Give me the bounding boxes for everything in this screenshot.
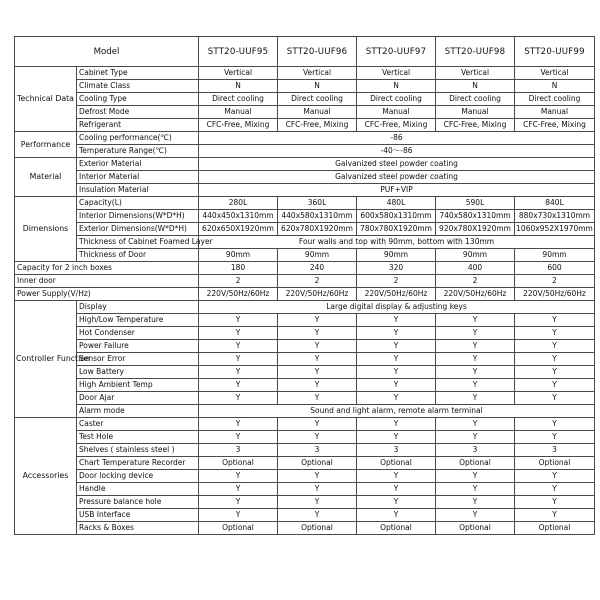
cell: 780x780X1920mm bbox=[357, 223, 436, 236]
cell: Y bbox=[515, 392, 595, 405]
row-label: High Ambient Temp bbox=[77, 379, 199, 392]
cell: 90mm bbox=[199, 249, 278, 262]
cell: Y bbox=[515, 379, 595, 392]
cell: Optional bbox=[199, 457, 278, 470]
cell: Y bbox=[199, 496, 278, 509]
cell: Optional bbox=[199, 522, 278, 535]
category-material: Material bbox=[15, 158, 77, 197]
row-label: Low Battery bbox=[77, 366, 199, 379]
cell: Vertical bbox=[199, 67, 278, 80]
cell: Optional bbox=[278, 457, 357, 470]
category-controller-function: Controller Function bbox=[15, 301, 77, 418]
cell: Y bbox=[278, 483, 357, 496]
table-row bbox=[15, 340, 595, 353]
cell: 90mm bbox=[436, 249, 515, 262]
cell: Y bbox=[357, 340, 436, 353]
row-label: Inner door bbox=[15, 275, 199, 288]
cell: Vertical bbox=[436, 67, 515, 80]
table-row bbox=[15, 418, 595, 431]
cell: Y bbox=[357, 366, 436, 379]
cell: Y bbox=[436, 314, 515, 327]
cell: Y bbox=[357, 496, 436, 509]
cell: Y bbox=[515, 431, 595, 444]
cell: 920x780X1920mm bbox=[436, 223, 515, 236]
cell: 840L bbox=[515, 197, 595, 210]
cell: 320 bbox=[357, 262, 436, 275]
cell: Y bbox=[436, 353, 515, 366]
row-label: Handle bbox=[77, 483, 199, 496]
table-row bbox=[15, 288, 595, 301]
cell: Y bbox=[278, 327, 357, 340]
model-label: Model bbox=[15, 37, 199, 67]
cell: Y bbox=[357, 353, 436, 366]
row-label: Pressure balance hole bbox=[77, 496, 199, 509]
row-label: Refrigerant bbox=[77, 119, 199, 132]
cell: CFC-Free, Mixing bbox=[199, 119, 278, 132]
cell: Optional bbox=[278, 522, 357, 535]
table-row bbox=[15, 145, 595, 158]
row-label: Caster bbox=[77, 418, 199, 431]
cell: 2 bbox=[357, 275, 436, 288]
table-row bbox=[15, 301, 595, 314]
cell: Y bbox=[436, 340, 515, 353]
row-label: Climate Class bbox=[77, 80, 199, 93]
table-row bbox=[15, 249, 595, 262]
cell: 1060x952X1970mm bbox=[515, 223, 595, 236]
cell: Y bbox=[357, 314, 436, 327]
model-name: STT20-UUF98 bbox=[436, 37, 515, 67]
category-accessories: Accessories bbox=[15, 418, 77, 535]
cell: Y bbox=[515, 366, 595, 379]
table-row bbox=[15, 470, 595, 483]
cell: CFC-Free, Mixing bbox=[278, 119, 357, 132]
cell: Y bbox=[278, 366, 357, 379]
row-label: Defrost Mode bbox=[77, 106, 199, 119]
table-row bbox=[15, 184, 595, 197]
cell: Vertical bbox=[515, 67, 595, 80]
cell: Y bbox=[515, 314, 595, 327]
cell: Optional bbox=[515, 522, 595, 535]
cell: Y bbox=[357, 431, 436, 444]
cell: 480L bbox=[357, 197, 436, 210]
cell: Y bbox=[199, 366, 278, 379]
table-row bbox=[15, 483, 595, 496]
cell: 590L bbox=[436, 197, 515, 210]
table-row bbox=[15, 132, 595, 145]
row-label: Capacity(L) bbox=[77, 197, 199, 210]
spec-table bbox=[14, 36, 595, 535]
row-label: Exterior Dimensions(W*D*H) bbox=[77, 223, 199, 236]
cell: Manual bbox=[278, 106, 357, 119]
cell: Y bbox=[436, 496, 515, 509]
cell: Y bbox=[278, 392, 357, 405]
cell: 220V/50Hz/60Hz bbox=[278, 288, 357, 301]
row-label: Temperature Range(℃) bbox=[77, 145, 199, 158]
table-row bbox=[15, 262, 595, 275]
cell: 90mm bbox=[357, 249, 436, 262]
row-label: Thickness of Door bbox=[77, 249, 199, 262]
cell: 360L bbox=[278, 197, 357, 210]
table-row bbox=[15, 67, 595, 80]
cell: Y bbox=[199, 340, 278, 353]
cell: CFC-Free, Mixing bbox=[357, 119, 436, 132]
cell: Direct cooling bbox=[357, 93, 436, 106]
cell: 600x580x1310mm bbox=[357, 210, 436, 223]
row-label: Interior Material bbox=[77, 171, 199, 184]
table-row bbox=[15, 509, 595, 522]
table-row bbox=[15, 379, 595, 392]
model-name: STT20-UUF97 bbox=[357, 37, 436, 67]
cell: Y bbox=[357, 392, 436, 405]
cell: 600 bbox=[515, 262, 595, 275]
cell: Y bbox=[357, 470, 436, 483]
row-label: Door Ajar bbox=[77, 392, 199, 405]
cell: Optional bbox=[436, 522, 515, 535]
cell: Y bbox=[199, 314, 278, 327]
cell: CFC-Free, Mixing bbox=[436, 119, 515, 132]
cell: 440x450x1310mm bbox=[199, 210, 278, 223]
cell: CFC-Free, Mixing bbox=[515, 119, 595, 132]
merged-cell: Sound and light alarm, remote alarm terminal bbox=[199, 405, 595, 418]
cell: Y bbox=[278, 379, 357, 392]
cell: Y bbox=[515, 353, 595, 366]
model-name: STT20-UUF99 bbox=[515, 37, 595, 67]
table-row bbox=[15, 314, 595, 327]
cell: 740x580x1310mm bbox=[436, 210, 515, 223]
table-row bbox=[15, 392, 595, 405]
cell: 90mm bbox=[515, 249, 595, 262]
row-label: Sensor Error bbox=[77, 353, 199, 366]
row-label: Cooling Type bbox=[77, 93, 199, 106]
category-technical-data: Technical Data bbox=[15, 67, 77, 132]
cell: Y bbox=[515, 340, 595, 353]
cell: 220V/50Hz/60Hz bbox=[515, 288, 595, 301]
cell: Y bbox=[199, 483, 278, 496]
cell: Optional bbox=[357, 457, 436, 470]
row-label: Hot Condenser bbox=[77, 327, 199, 340]
table-row bbox=[15, 444, 595, 457]
cell: Y bbox=[436, 509, 515, 522]
merged-cell: Galvanized steel powder coating bbox=[199, 171, 595, 184]
row-label: Interior Dimensions(W*D*H) bbox=[77, 210, 199, 223]
cell: Y bbox=[436, 431, 515, 444]
cell: 2 bbox=[199, 275, 278, 288]
cell: Y bbox=[199, 470, 278, 483]
cell: Y bbox=[278, 418, 357, 431]
cell: Y bbox=[199, 327, 278, 340]
cell: Y bbox=[278, 353, 357, 366]
cell: Y bbox=[199, 353, 278, 366]
cell: Y bbox=[436, 366, 515, 379]
cell: Direct cooling bbox=[436, 93, 515, 106]
cell: Y bbox=[199, 509, 278, 522]
category-performance: Performance bbox=[15, 132, 77, 158]
cell: N bbox=[357, 80, 436, 93]
cell: Y bbox=[515, 418, 595, 431]
cell: Y bbox=[436, 418, 515, 431]
cell: Y bbox=[357, 483, 436, 496]
table-row bbox=[15, 236, 595, 249]
cell: Y bbox=[515, 327, 595, 340]
cell: Y bbox=[278, 314, 357, 327]
model-name: STT20-UUF95 bbox=[199, 37, 278, 67]
row-label: Capacity for 2 inch boxes bbox=[15, 262, 199, 275]
row-label: Power Failure bbox=[77, 340, 199, 353]
row-label: Door locking device bbox=[77, 470, 199, 483]
cell: N bbox=[199, 80, 278, 93]
table-row bbox=[15, 496, 595, 509]
cell: 620x650X1920mm bbox=[199, 223, 278, 236]
cell: 3 bbox=[515, 444, 595, 457]
table-row bbox=[15, 210, 595, 223]
table-row bbox=[15, 405, 595, 418]
table-row bbox=[15, 353, 595, 366]
row-label: Chart Temperature Recorder bbox=[77, 457, 199, 470]
cell: Y bbox=[357, 379, 436, 392]
cell: Y bbox=[278, 509, 357, 522]
row-label: Alarm mode bbox=[77, 405, 199, 418]
cell: 240 bbox=[278, 262, 357, 275]
cell: Y bbox=[515, 509, 595, 522]
cell: 400 bbox=[436, 262, 515, 275]
row-label: Exterior Material bbox=[77, 158, 199, 171]
table-row bbox=[15, 275, 595, 288]
cell: 2 bbox=[278, 275, 357, 288]
cell: Y bbox=[515, 483, 595, 496]
cell: Y bbox=[436, 379, 515, 392]
table-row bbox=[15, 223, 595, 236]
cell: 3 bbox=[278, 444, 357, 457]
row-label: Test Hole bbox=[77, 431, 199, 444]
cell: Y bbox=[199, 431, 278, 444]
row-label: Racks & Boxes bbox=[77, 522, 199, 535]
cell: Optional bbox=[515, 457, 595, 470]
cell: 2 bbox=[515, 275, 595, 288]
cell: Y bbox=[199, 392, 278, 405]
cell: Y bbox=[515, 470, 595, 483]
cell: Direct cooling bbox=[515, 93, 595, 106]
cell: Manual bbox=[515, 106, 595, 119]
cell: Optional bbox=[357, 522, 436, 535]
cell: 620x780X1920mm bbox=[278, 223, 357, 236]
cell: Y bbox=[278, 431, 357, 444]
table-row bbox=[15, 119, 595, 132]
table-row bbox=[15, 366, 595, 379]
table-row bbox=[15, 106, 595, 119]
cell: Y bbox=[436, 327, 515, 340]
cell: Y bbox=[278, 340, 357, 353]
cell: 3 bbox=[436, 444, 515, 457]
row-label: Cabinet Type bbox=[77, 67, 199, 80]
cell: 180 bbox=[199, 262, 278, 275]
merged-cell: PUF+VIP bbox=[199, 184, 595, 197]
cell: Manual bbox=[357, 106, 436, 119]
table-row bbox=[15, 431, 595, 444]
merged-cell: Four walls and top with 90mm, bottom with 130mm bbox=[199, 236, 595, 249]
cell: Direct cooling bbox=[278, 93, 357, 106]
cell: N bbox=[278, 80, 357, 93]
cell: Y bbox=[357, 327, 436, 340]
cell: 220V/50Hz/60Hz bbox=[199, 288, 278, 301]
cell: Y bbox=[199, 418, 278, 431]
merged-cell: -40～-86 bbox=[199, 145, 595, 158]
cell: Manual bbox=[436, 106, 515, 119]
merged-cell: Galvanized steel powder coating bbox=[199, 158, 595, 171]
cell: Vertical bbox=[278, 67, 357, 80]
cell: Y bbox=[357, 418, 436, 431]
cell: 90mm bbox=[278, 249, 357, 262]
row-label: Insulation Material bbox=[77, 184, 199, 197]
row-label: USB Interface bbox=[77, 509, 199, 522]
table-row bbox=[15, 457, 595, 470]
cell: Optional bbox=[436, 457, 515, 470]
cell: 280L bbox=[199, 197, 278, 210]
cell: Y bbox=[278, 496, 357, 509]
cell: Y bbox=[436, 392, 515, 405]
table-row bbox=[15, 327, 595, 340]
cell: Y bbox=[436, 483, 515, 496]
cell: Y bbox=[278, 470, 357, 483]
table-row bbox=[15, 93, 595, 106]
cell: Manual bbox=[199, 106, 278, 119]
category-dimensions: Dimensions bbox=[15, 197, 77, 262]
cell: 2 bbox=[436, 275, 515, 288]
header-row bbox=[15, 37, 595, 67]
cell: Direct cooling bbox=[199, 93, 278, 106]
table-row bbox=[15, 522, 595, 535]
row-label: Shelves ( stainless steel ) bbox=[77, 444, 199, 457]
cell: 220V/50Hz/60Hz bbox=[436, 288, 515, 301]
table-row bbox=[15, 158, 595, 171]
cell: Y bbox=[515, 496, 595, 509]
cell: 3 bbox=[199, 444, 278, 457]
cell: Vertical bbox=[357, 67, 436, 80]
table-row bbox=[15, 171, 595, 184]
merged-cell: -86 bbox=[199, 132, 595, 145]
cell: 220V/50Hz/60Hz bbox=[357, 288, 436, 301]
cell: Y bbox=[357, 509, 436, 522]
cell: N bbox=[515, 80, 595, 93]
cell: 880x730x1310mm bbox=[515, 210, 595, 223]
model-name: STT20-UUF96 bbox=[278, 37, 357, 67]
cell: Y bbox=[199, 379, 278, 392]
merged-cell: Large digital display & adjusting keys bbox=[199, 301, 595, 314]
table-row bbox=[15, 80, 595, 93]
cell: Y bbox=[436, 470, 515, 483]
row-label: High/Low Temperature bbox=[77, 314, 199, 327]
row-label: Display bbox=[77, 301, 199, 314]
cell: 3 bbox=[357, 444, 436, 457]
row-label: Power Supply(V/Hz) bbox=[15, 288, 199, 301]
cell: 440x580x1310mm bbox=[278, 210, 357, 223]
row-label: Cooling performance(℃) bbox=[77, 132, 199, 145]
row-label: Thickness of Cabinet Foamed Layer bbox=[77, 236, 199, 249]
cell: N bbox=[436, 80, 515, 93]
table-row bbox=[15, 197, 595, 210]
